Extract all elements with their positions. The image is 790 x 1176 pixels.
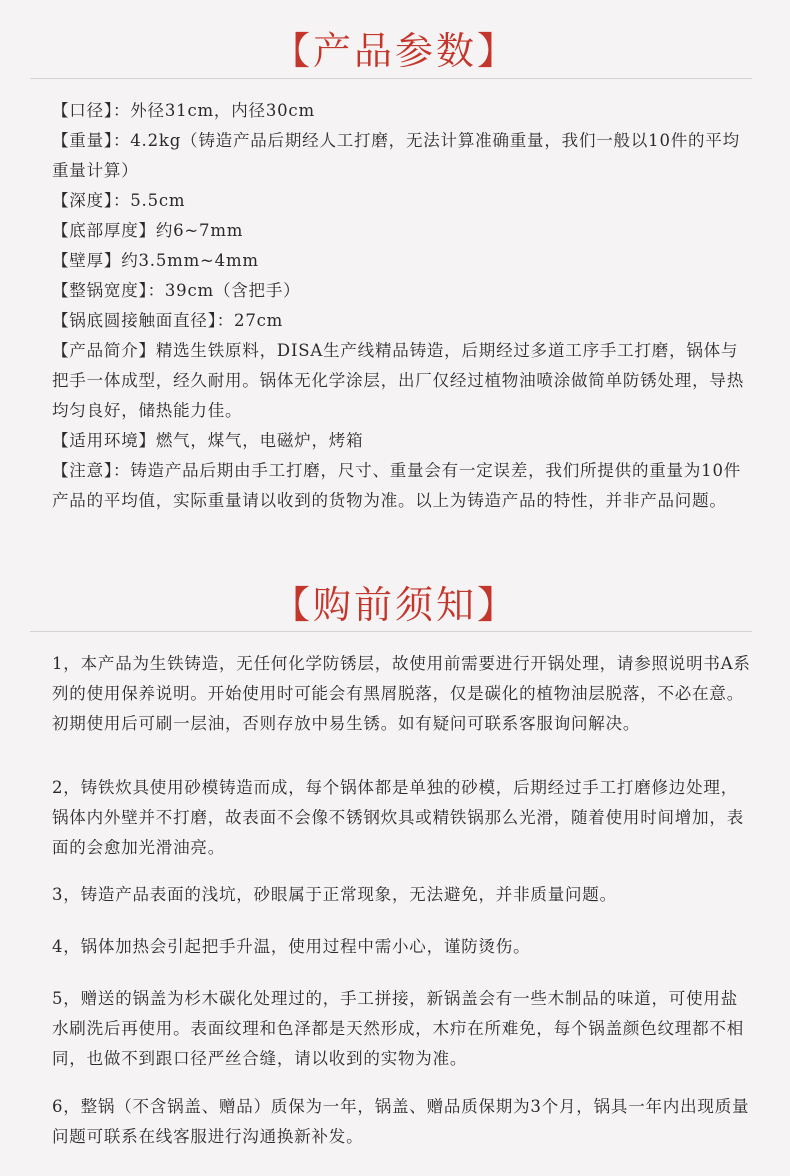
param-row-wall-thickness bbox=[52, 246, 752, 276]
notice-item-5: 5，赠送的锅盖为杉木碳化处理过的，手工拼接，新锅盖会有一些木制品的味道，可使用盐水刷洗后再使用。表面纹理和色泽都是天然形成，木疖在所难免，每个锅盖颜色纹理都不相同，也做不到跟口径严丝合缝，请以收到的实物为准。 bbox=[52, 989, 744, 1068]
param-label: 【重量】 bbox=[52, 131, 113, 150]
param-label: 【整锅宽度】 bbox=[52, 281, 148, 300]
param-row-note bbox=[52, 456, 752, 516]
param-label: 【锅底圆接触面直径】 bbox=[52, 311, 217, 330]
param-row-environment bbox=[52, 426, 752, 456]
notice-title: 【购前须知】 bbox=[271, 583, 518, 627]
param-value: ：4.2kg（铸造产品后期经人工打磨，无法计算准确重量，我们一般以10件的平均重量计算） bbox=[52, 131, 740, 180]
param-label: 【深度】 bbox=[52, 191, 113, 210]
notice-item-2: 2，铸铁炊具使用砂模铸造而成，每个锅体都是单独的砂模，后期经过手工打磨修边处理，锅体内外壁并不打磨，故表面不会像不锈钢炊具或精铁锅那么光滑，随着使用时间增加，表面的会愈加光滑油亮。 bbox=[52, 778, 744, 857]
param-value: ：5.5cm bbox=[112, 191, 186, 210]
param-row-intro bbox=[52, 336, 752, 426]
param-row-caliber bbox=[52, 96, 752, 126]
param-value: ：外径31cm，内径30cm bbox=[112, 101, 315, 120]
notice-divider bbox=[30, 631, 752, 632]
param-label: 【适用环境】 bbox=[52, 431, 156, 450]
param-label: 【产品简介】 bbox=[52, 341, 156, 360]
param-row-base-diameter bbox=[52, 306, 752, 336]
param-value: 约6~7mm bbox=[155, 221, 244, 240]
notice-item-6: 6，整锅（不含锅盖、赠品）质保为一年，锅盖、赠品质保期为3个月，锅具一年内出现质量问题可联系在线客服进行沟通换新补发。 bbox=[52, 1097, 750, 1146]
param-label: 【注意】 bbox=[52, 461, 113, 480]
param-label: 【口径】 bbox=[52, 101, 113, 120]
param-value: 燃气，煤气，电磁炉，烤箱 bbox=[155, 431, 364, 450]
param-label: 【底部厚度】 bbox=[52, 221, 156, 240]
notice-item-1: 1，本产品为生铁铸造，无任何化学防锈层，故使用前需要进行开锅处理，请参照说明书A系列的使用保养说明。开始使用时可能会有黑屑脱落，仅是碳化的植物油层脱落，不必在意。初期使用后可刷一层油，否则存放中易生锈。如有疑问可联系客服询问解决。 bbox=[52, 654, 751, 733]
param-row-depth bbox=[52, 186, 752, 216]
param-row-weight bbox=[52, 126, 752, 186]
notice-item-3: 3，铸造产品表面的浅坑，砂眼属于正常现象，无法避免，并非质量问题。 bbox=[52, 885, 617, 904]
notice-item-4: 4，锅体加热会引起把手升温，使用过程中需小心，谨防烫伤。 bbox=[52, 937, 531, 956]
param-label: 【壁厚】 bbox=[52, 251, 122, 270]
param-value: ：铸造产品后期由手工打磨，尺寸、重量会有一定误差，我们所提供的重量为10件产品的平均值，实际重量请以收到的货物为准。以上为铸造产品的特性，并非产品问题。 bbox=[52, 461, 742, 510]
params-title: 【产品参数】 bbox=[271, 29, 518, 73]
param-value: ：27cm bbox=[216, 311, 284, 330]
param-value: 约3.5mm~4mm bbox=[121, 251, 259, 270]
param-row-bottom-thickness bbox=[52, 216, 752, 246]
param-value: ：39cm（含把手） bbox=[147, 281, 301, 300]
params-divider bbox=[30, 78, 752, 79]
param-row-total-width bbox=[52, 276, 752, 306]
param-value: 精选生铁原料，DISA生产线精品铸造，后期经过多道工序手工打磨，锅体与把手一体成型，经久耐用。锅体无化学涂层，出厂仅经过植物油喷涂做简单防锈处理，导热均匀良好，储热能力佳。 bbox=[52, 341, 744, 420]
